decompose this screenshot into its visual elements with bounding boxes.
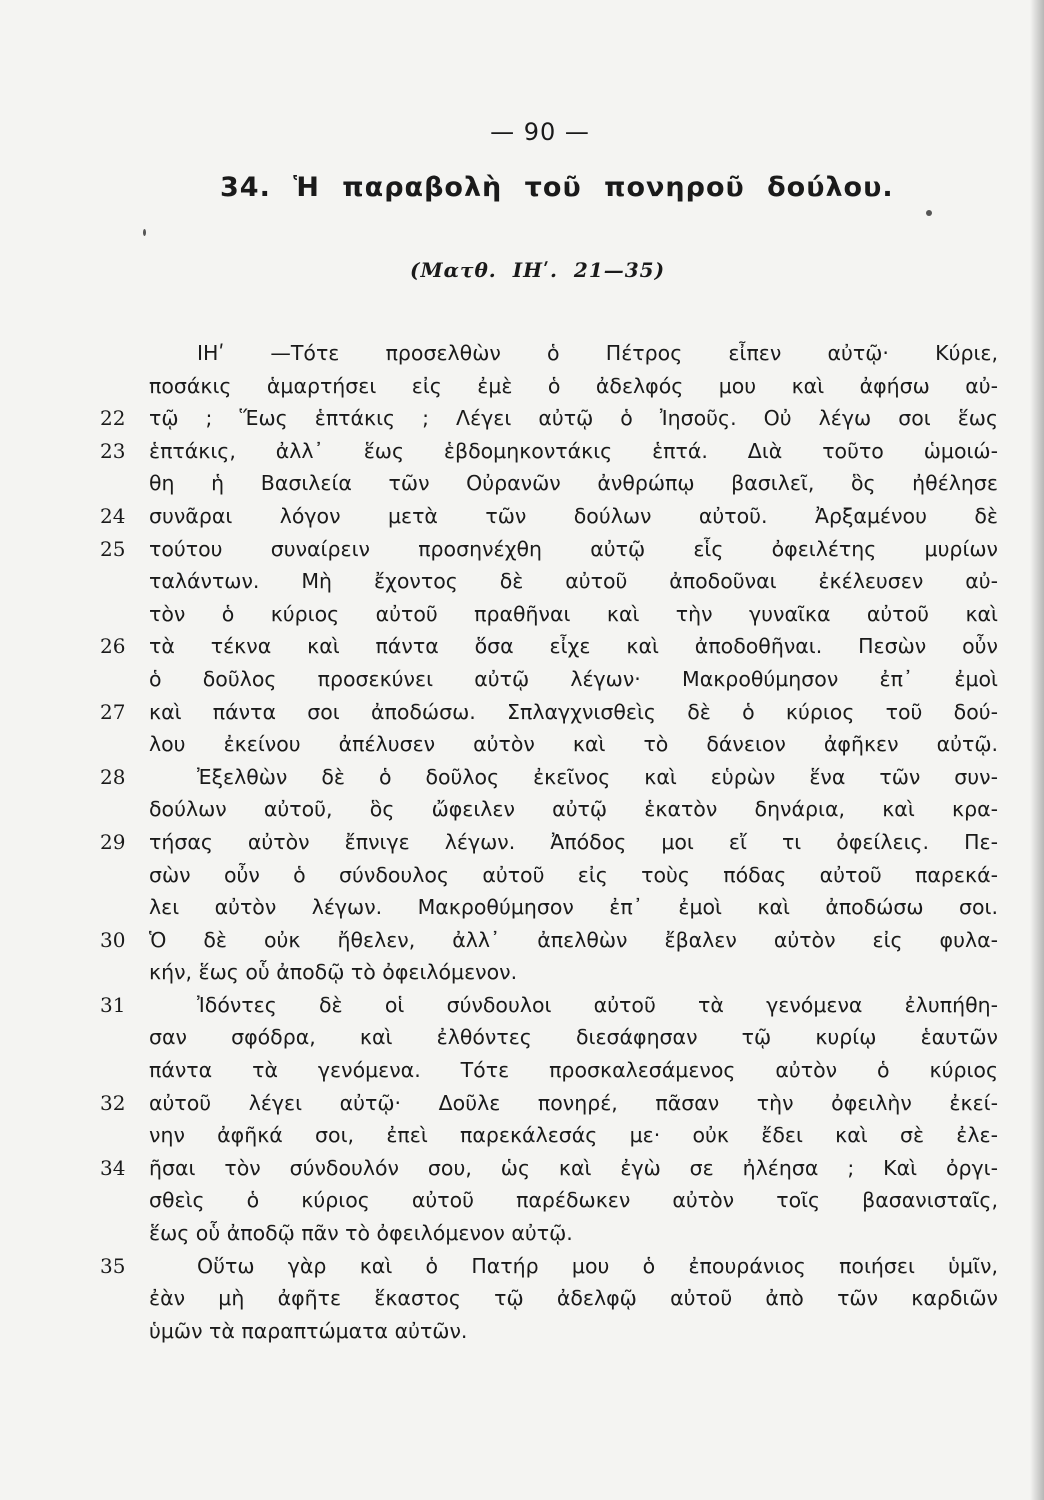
- line-text: ταλάντων. Μὴ ἔχοντος δὲ αὐτοῦ ἀποδοῦναι ἐκέλευσεν αὐ-: [149, 569, 998, 594]
- line-text: αὐτοῦ λέγει αὐτῷ· Δοῦλε πονηρέ, πᾶσαν τὴν ὀφειλὴν ἐκεί-: [149, 1090, 998, 1115]
- text-line: [0, 1087, 1044, 1120]
- line-text: ὁ δοῦλος προσεκύνει αὐτῷ λέγων· Μακροθύμησον ἐπ᾽ ἐμοὶ: [149, 666, 998, 691]
- text-line: [0, 956, 1044, 989]
- line-text: πάντα τὰ γενόμενα. Τότε προσκαλεσάμενος αὐτὸν ὁ κύριος: [149, 1058, 998, 1083]
- line-text: ποσάκις ἁμαρτήσει εἰς ἐμὲ ὁ ἀδελφός μου καὶ ἀφήσω αὐ-: [149, 373, 998, 398]
- line-text: τὰ τέκνα καὶ πάντα ὅσα εἶχε καὶ ἀποδοθῆναι. Πεσὼν οὖν: [149, 634, 998, 659]
- text-line: [0, 598, 1044, 631]
- text-line: [0, 1282, 1044, 1315]
- text-line: [0, 793, 1044, 826]
- text-line: [0, 1054, 1044, 1087]
- text-line: [0, 402, 1044, 435]
- text-line: [0, 370, 1044, 403]
- line-text: ἐὰν μὴ ἀφῆτε ἕκαστος τῷ ἀδελφῷ αὐτοῦ ἀπὸ τῶν καρδιῶν: [149, 1286, 998, 1311]
- line-text: τούτου συναίρειν προσηνέχθη αὐτῷ εἷς ὀφειλέτης μυρίων: [149, 536, 998, 561]
- text-line: [0, 1184, 1044, 1217]
- line-text: θη ἡ Βασιλεία τῶν Οὐρανῶν ἀνθρώπῳ βασιλεῖ, ὃς ἠθέλησε: [149, 471, 998, 496]
- text-line: [0, 1250, 1044, 1283]
- line-text: Ἐξελθὼν δὲ ὁ δοῦλος ἐκεῖνος καὶ εὑρὼν ἕνα τῶν συν-: [197, 764, 998, 789]
- print-speck: [143, 229, 146, 236]
- verse-number: 25: [100, 536, 126, 561]
- verse-number: 31: [100, 992, 126, 1017]
- text-line: [0, 467, 1044, 500]
- verse-number: 32: [100, 1090, 126, 1115]
- text-line: [0, 630, 1044, 663]
- text-line: [0, 1119, 1044, 1152]
- verse-number: 34: [100, 1155, 126, 1180]
- text-line: [0, 859, 1044, 892]
- section-title: 34. Ἡ παραβολὴ τοῦ πονηροῦ δούλου.: [220, 172, 894, 203]
- line-text: ἕως οὗ ἀποδῷ πᾶν τὸ ὀφειλόμενον αὐτῷ.: [149, 1221, 573, 1246]
- text-line: [0, 989, 1044, 1022]
- text-line: [0, 337, 1044, 370]
- text-line: [0, 696, 1044, 729]
- line-text: Οὕτω γὰρ καὶ ὁ Πατήρ μου ὁ ἐπουράνιος ποιήσει ὑμῖν,: [197, 1253, 998, 1278]
- text-line: [0, 435, 1044, 468]
- verse-number: 29: [100, 829, 126, 854]
- text-line: [0, 891, 1044, 924]
- line-text: καὶ πάντα σοι ἀποδώσω. Σπλαγχνισθεὶς δὲ ὁ κύριος τοῦ δού-: [149, 699, 998, 724]
- line-text: συνᾶραι λόγον μετὰ τῶν δούλων αὐτοῦ. Ἀρξαμένου δὲ: [149, 503, 998, 528]
- verse-number: 30: [100, 927, 126, 952]
- line-text: τὸν ὁ κύριος αὐτοῦ πραθῆναι καὶ τὴν γυναῖκα αὐτοῦ καὶ: [149, 601, 998, 626]
- verse-number: 22: [100, 406, 126, 431]
- text-line: [0, 663, 1044, 696]
- verse-number: 35: [100, 1253, 126, 1278]
- verse-number: 23: [100, 438, 126, 463]
- scripture-reference: (Ματθ. ΙΗʹ. 21—35): [410, 258, 666, 282]
- verse-number: 28: [100, 764, 126, 789]
- line-text: σὼν οὖν ὁ σύνδουλος αὐτοῦ εἰς τοὺς πόδας αὐτοῦ παρεκά-: [149, 862, 998, 887]
- text-line: [0, 924, 1044, 957]
- line-text: σθεὶς ὁ κύριος αὐτοῦ παρέδωκεν αὐτὸν τοῖς βασανισταῖς,: [149, 1188, 998, 1213]
- line-text: Ἰδόντες δὲ οἱ σύνδουλοι αὐτοῦ τὰ γενόμενα ἐλυπήθη-: [197, 992, 998, 1017]
- text-line: [0, 1315, 1044, 1348]
- text-line: [0, 565, 1044, 598]
- line-text: σαν σφόδρα, καὶ ἐλθόντες διεσάφησαν τῷ κυρίῳ ἑαυτῶν: [149, 1025, 998, 1050]
- line-text: λει αὐτὸν λέγων. Μακροθύμησον ἐπ᾽ ἐμοὶ καὶ ἀποδώσω σοι.: [149, 895, 998, 920]
- text-line: [0, 1021, 1044, 1054]
- line-text: νην ἀφῆκά σοι, ἐπεὶ παρεκάλεσάς με· οὐκ ἔδει καὶ σὲ ἐλε-: [149, 1123, 998, 1148]
- line-text: κήν, ἕως οὗ ἀποδῷ τὸ ὀφειλόμενον.: [149, 960, 518, 985]
- line-text: τήσας αὐτὸν ἔπνιγε λέγων. Ἀπόδος μοι εἴ τι ὀφείλεις. Πε-: [149, 829, 998, 854]
- line-text: ΙΗʹ —Τότε προσελθὼν ὁ Πέτρος εἶπεν αὐτῷ· Κύριε,: [197, 341, 998, 365]
- line-text: ῆσαι τὸν σύνδουλόν σου, ὡς καὶ ἐγὼ σε ἠλέησα ; Καὶ ὀργι-: [149, 1155, 998, 1180]
- body-text: [0, 337, 1044, 1347]
- line-text: ὑμῶν τὰ παραπτώματα αὐτῶν.: [149, 1318, 468, 1343]
- verse-number: 27: [100, 699, 126, 724]
- text-line: [0, 1152, 1044, 1185]
- verse-number: 26: [100, 634, 126, 659]
- text-line: [0, 500, 1044, 533]
- line-text: ἑπτάκις, ἀλλ᾽ ἕως ἑβδομηκοντάκις ἑπτά. Διὰ τοῦτο ὡμοιώ-: [149, 438, 998, 463]
- line-text: Ὁ δὲ οὐκ ἤθελεν, ἀλλ᾽ ἀπελθὼν ἔβαλεν αὐτὸν εἰς φυλα-: [149, 927, 998, 952]
- text-line: [0, 1217, 1044, 1250]
- verse-number: 24: [100, 503, 126, 528]
- line-text: λου ἐκείνου ἀπέλυσεν αὐτὸν καὶ τὸ δάνειον ἀφῆκεν αὐτῷ.: [149, 732, 998, 757]
- print-speck: [926, 210, 932, 216]
- line-text: τῷ ; Ἕως ἑπτάκις ; Λέγει αὐτῷ ὁ Ἰησοῦς. Οὐ λέγω σοι ἕως: [149, 406, 998, 431]
- page-number: — 90 —: [490, 118, 590, 146]
- text-line: [0, 728, 1044, 761]
- line-text: δούλων αὐτοῦ, ὃς ὤφειλεν αὐτῷ ἑκατὸν δηνάρια, καὶ κρα-: [149, 797, 998, 822]
- text-line: [0, 761, 1044, 794]
- text-line: [0, 533, 1044, 566]
- text-line: [0, 826, 1044, 859]
